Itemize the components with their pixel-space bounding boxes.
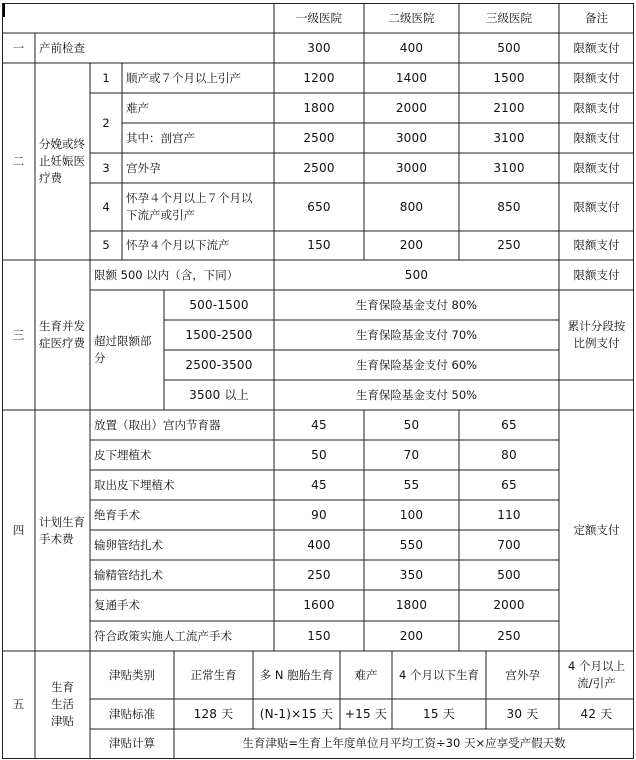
value-level2: 400 (399, 40, 424, 55)
value-level2: 1800 (395, 598, 428, 612)
allowance-type: 4 个月以下生育 (399, 667, 479, 682)
band-range: 3500 以上 (189, 387, 249, 402)
allowance-standard-label: 津贴标准 (109, 706, 155, 721)
allowance-standard: 128 天 (193, 706, 234, 721)
value-level1: 45 (311, 477, 327, 492)
row-label: 皮下埋植术 (94, 447, 152, 462)
value-level1: 1200 (303, 70, 335, 85)
value-level3: 700 (497, 537, 521, 552)
payment-note: 限额支付 (573, 40, 620, 55)
allowance-type: 难产 (354, 667, 378, 682)
value-level3: 250 (497, 238, 521, 252)
payment-note: 限额支付 (573, 130, 620, 145)
value-level2: 200 (399, 238, 424, 252)
payment-note: 定额支付 (573, 523, 620, 537)
value-level2: 50 (403, 417, 420, 432)
value-level2: 550 (399, 537, 424, 552)
row-label: 宫外孕 (126, 160, 161, 175)
row-index: 5 (102, 238, 110, 252)
value-level2: 800 (399, 199, 424, 214)
value-level3: 2000 (493, 598, 525, 612)
value-level3: 65 (501, 417, 517, 432)
value-level1: 300 (307, 40, 331, 55)
row-label: 符合政策实施人工流产手术 (94, 628, 232, 643)
payment-note: 限额支付 (573, 238, 620, 252)
row-label: 绝育手术 (94, 507, 140, 522)
value-level1: 250 (307, 567, 331, 582)
row-label: 输卵管结扎术 (94, 537, 163, 552)
row-label: 怀孕４个月以下流产 (126, 238, 230, 252)
value-level2: 1400 (395, 70, 428, 85)
band-range: 500-1500 (189, 297, 249, 312)
row-label: 顺产或７个月以上引产 (126, 70, 241, 85)
row-label: 难产 (126, 100, 149, 115)
band-payment: 生育保险基金支付 50% (355, 387, 478, 402)
header-note: 备注 (585, 10, 608, 25)
row-label: 怀孕４个月以上７个月以 下流产或引产 (126, 191, 253, 222)
row-index: 1 (102, 70, 110, 85)
value-level3: 65 (501, 477, 517, 492)
value-level1: 150 (307, 238, 331, 252)
value-level1: 650 (307, 199, 331, 214)
row-index: 4 (102, 199, 110, 214)
header-level3: 三级医院 (486, 10, 532, 25)
value-level1: 2500 (303, 130, 335, 145)
value-level3: 3100 (493, 160, 525, 175)
value-level1: 400 (307, 537, 331, 552)
value-level1: 150 (307, 628, 331, 643)
value-level2: 55 (403, 477, 420, 492)
value-level3: 850 (497, 199, 521, 214)
value-level1: 1600 (303, 598, 335, 612)
row-index: 2 (102, 115, 110, 130)
value-level1: 1800 (303, 100, 335, 115)
value-level2: 2000 (395, 100, 428, 115)
value-level2: 200 (399, 628, 424, 643)
value-level3: 2100 (493, 100, 525, 115)
allowance-type: 4 个月以上 流/引产 (568, 659, 625, 690)
row-index: 3 (102, 160, 110, 175)
text-cursor (2, 3, 5, 17)
allowance-standard: 15 天 (423, 706, 455, 721)
value-level2: 3000 (395, 130, 428, 145)
limit-label: 限额 500 以内（含，下同） (94, 267, 239, 282)
allowance-standard: +15 天 (344, 706, 388, 721)
section-title: 分娩或终 止妊娠医 疗费 (39, 137, 85, 185)
limit-value: 500 (404, 267, 429, 282)
section-number: 二 (12, 154, 25, 168)
section-number: 三 (12, 327, 25, 342)
allowance-type-label: 津贴类别 (109, 667, 155, 682)
section-number: 一 (12, 40, 25, 55)
allowance-type: 宫外孕 (505, 667, 540, 682)
payment-note: 限额支付 (573, 160, 620, 175)
section-number: 四 (12, 523, 25, 537)
value-level3: 3100 (493, 130, 525, 145)
section-title: 生育并发 症医疗费 (39, 319, 85, 350)
over-limit-label: 超过限额部 分 (94, 334, 152, 365)
section-title: 计划生育 手术费 (39, 514, 85, 546)
header-level2: 二级医院 (388, 10, 435, 25)
value-level1: 90 (311, 507, 327, 522)
row-label: 产前检查 (39, 40, 85, 55)
row-label: 放置（取出）宫内节育器 (94, 417, 221, 432)
value-level3: 250 (497, 628, 521, 643)
band-range: 2500-3500 (185, 357, 253, 372)
value-level2: 350 (399, 567, 424, 582)
value-level1: 45 (311, 417, 327, 432)
section-number: 五 (12, 696, 25, 711)
band-payment: 生育保险基金支付 70% (355, 327, 478, 342)
row-label: 取出皮下埋植术 (94, 477, 175, 492)
value-level1: 2500 (303, 160, 335, 175)
payment-note: 限额支付 (573, 100, 620, 115)
allowance-standard: 42 天 (580, 706, 613, 721)
value-level3: 80 (501, 447, 517, 462)
value-level3: 1500 (493, 70, 525, 85)
value-level1: 50 (311, 447, 327, 462)
value-level3: 110 (497, 507, 521, 522)
payment-note: 限额支付 (573, 267, 620, 282)
allowance-standard: 30 天 (506, 706, 539, 721)
payment-note: 限额支付 (573, 199, 620, 214)
payment-note: 累计分段按 比例支付 (567, 319, 626, 350)
band-range: 1500-2500 (185, 327, 253, 342)
section-title: 生育 生活 津贴 (51, 679, 74, 728)
value-level3: 500 (497, 567, 521, 582)
allowance-type: 正常生育 (190, 667, 237, 682)
payment-note: 限额支付 (573, 70, 620, 85)
allowance-formula: 生育津贴=生育上年度单位月平均工资÷30 天×应享受产假天数 (242, 735, 566, 750)
value-level3: 500 (497, 40, 521, 55)
value-level2: 70 (403, 447, 420, 462)
header-level1: 一级医院 (296, 10, 342, 25)
allowance-type: 多 N 胞胎生育 (259, 667, 334, 682)
allowance-standard: (N-1)×15 天 (259, 706, 334, 721)
row-label: 其中：剖宫产 (126, 130, 195, 145)
row-label: 复通手术 (94, 598, 140, 612)
benefit-standards-table (2, 3, 634, 759)
allowance-calc-label: 津贴计算 (109, 735, 155, 750)
row-label: 输精管结扎术 (94, 567, 163, 582)
band-payment: 生育保险基金支付 60% (355, 357, 478, 372)
value-level2: 100 (399, 507, 424, 522)
band-payment: 生育保险基金支付 80% (355, 297, 478, 312)
value-level2: 3000 (395, 160, 428, 175)
